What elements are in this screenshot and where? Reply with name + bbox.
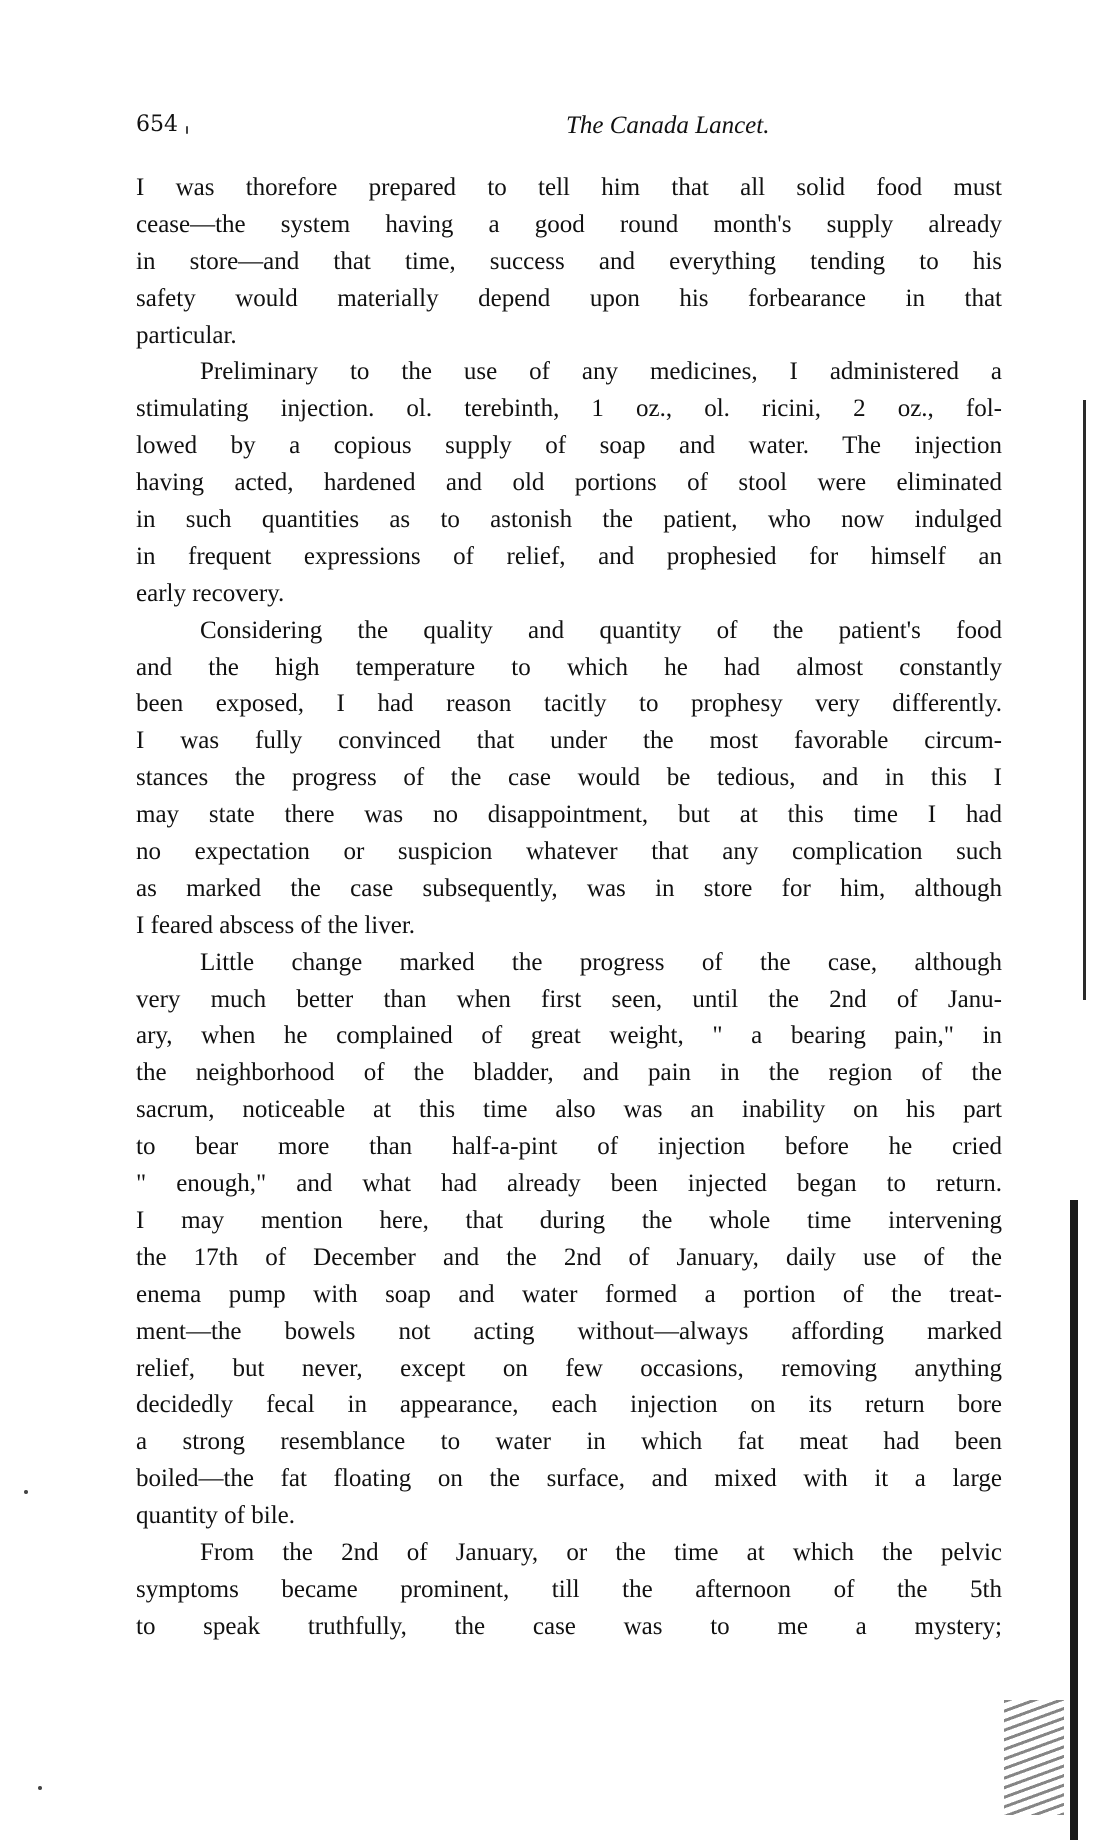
text-line: in such quantities as to astonish the patient, who now indulged xyxy=(136,506,1002,534)
running-title: The Canada Lancet. xyxy=(566,112,770,139)
text-line: a strong resemblance to water in which fat meat had been xyxy=(136,1428,1002,1456)
text-line: may state there was no disappointment, but at this time I had xyxy=(136,801,1002,829)
text-line: ary, when he complained of great weight, " a bearing pain," in xyxy=(136,1022,1002,1050)
edge-line xyxy=(1083,400,1086,1000)
text-line: decidedly fecal in appearance, each injection on its return bore xyxy=(136,1391,1002,1419)
text-line: in frequent expressions of relief, and prophesied for himself an xyxy=(136,542,1002,570)
edge-bar xyxy=(1070,1200,1078,1840)
text-line: very much better than when first seen, until the 2nd of Janu- xyxy=(136,985,1002,1013)
body-text xyxy=(136,170,1002,1646)
text-line: relief, but never, except on few occasions, removing anything xyxy=(136,1354,1002,1382)
text-line: cease—the system having a good round month's supply already xyxy=(136,210,1002,238)
text-line: the neighborhood of the bladder, and pain in the region of the xyxy=(136,1059,1002,1087)
text-line: the 17th of December and the 2nd of January, daily use of the xyxy=(136,1243,1002,1271)
text-line: " enough," and what had already been injected began to return. xyxy=(136,1170,1002,1198)
text-line: I feared abscess of the liver. xyxy=(136,911,416,939)
scan-speck xyxy=(186,126,188,134)
text-line: I was fully convinced that under the most favorable circum- xyxy=(136,727,1002,755)
text-line: having acted, hardened and old portions of stool were eliminated xyxy=(136,469,1002,497)
text-line: as marked the case subsequently, was in store for him, although xyxy=(136,874,1002,902)
page-number: 654 xyxy=(136,112,178,137)
text-line: ment—the bowels not acting without—always affording marked xyxy=(136,1317,1002,1345)
text-line: Considering the quality and quantity of the patient's food xyxy=(200,616,1002,644)
edge-smudge xyxy=(1004,1700,1064,1815)
text-line: Little change marked the progress of the case, although xyxy=(200,948,1002,976)
text-line: I was thorefore prepared to tell him that all solid food must xyxy=(136,174,1002,201)
text-line: to speak truthfully, the case was to me a mystery; xyxy=(136,1612,1002,1640)
page-header xyxy=(136,112,1000,152)
text-line: symptoms became prominent, till the afternoon of the 5th xyxy=(136,1575,1002,1603)
text-line: quantity of bile. xyxy=(136,1502,295,1530)
scan-speck xyxy=(38,1786,42,1790)
text-line: I may mention here, that during the whole time intervening xyxy=(136,1206,1002,1234)
text-line: to bear more than half-a-pint of injection before he cried xyxy=(136,1133,1002,1161)
text-line: stances the progress of the case would be tedious, and in this I xyxy=(136,764,1002,792)
text-line: stimulating injection. ol. terebinth, 1 oz., ol. ricini, 2 oz., fol- xyxy=(136,395,1002,423)
page-edge-shadow xyxy=(1074,20,1094,1820)
text-line: lowed by a copious supply of soap and water. The injection xyxy=(136,432,1002,460)
text-line: early recovery. xyxy=(136,579,285,607)
text-line: From the 2nd of January, or the time at which the pelvic xyxy=(200,1538,1002,1566)
scan-speck xyxy=(24,1490,28,1494)
text-line: no expectation or suspicion whatever that any complication such xyxy=(136,838,1002,866)
text-line: boiled—the fat floating on the surface, and mixed with it a large xyxy=(136,1465,1002,1493)
text-line: and the high temperature to which he had almost constantly xyxy=(136,653,1002,681)
text-line: safety would materially depend upon his forbearance in that xyxy=(136,284,1002,312)
text-line: Preliminary to the use of any medicines, I administered a xyxy=(200,358,1002,386)
text-line: sacrum, noticeable at this time also was an inability on his part xyxy=(136,1096,1002,1124)
text-line: particular. xyxy=(136,321,237,349)
text-line: enema pump with soap and water formed a portion of the treat- xyxy=(136,1280,1002,1308)
text-line: been exposed, I had reason tacitly to prophesy very differently. xyxy=(136,690,1002,718)
text-line: in store—and that time, success and everything tending to his xyxy=(136,247,1002,275)
